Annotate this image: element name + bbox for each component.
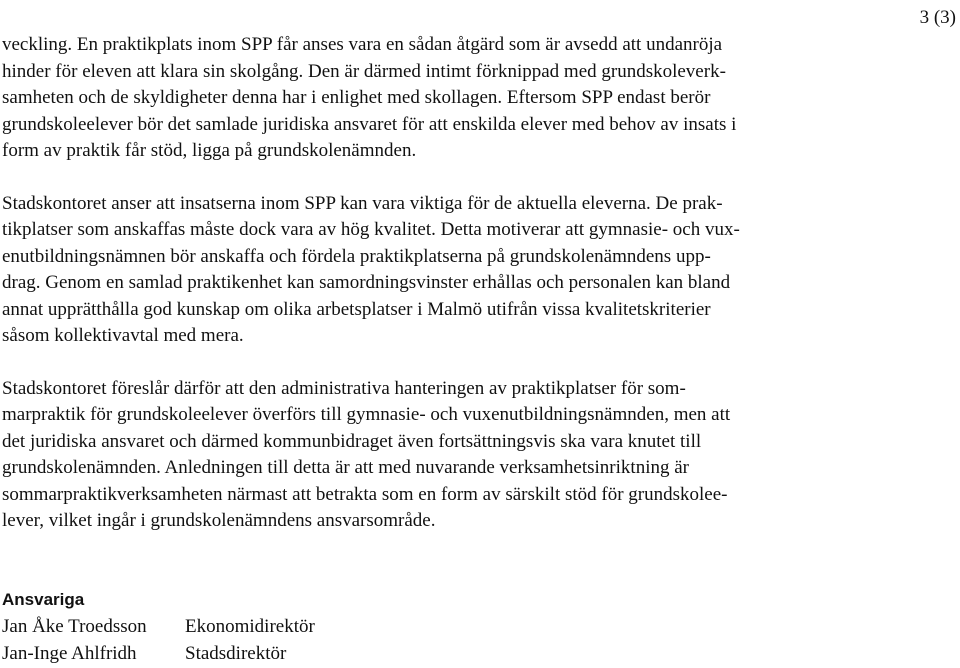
- text-line: tikplatser som anskaffas måste dock vara av hög kvalitet. Detta motiverar att gymnasie- och vux-: [2, 219, 740, 240]
- text-line: sommarpraktikverksamheten närmast att betrakta som en form av särskilt stöd för grundskolee-: [2, 483, 728, 505]
- signatory-name: Jan Åke Troedsson: [2, 615, 147, 637]
- page-number: 3 (3): [919, 7, 956, 28]
- text-line: marpraktik för grundskoleelever överförs till gymnasie- och vuxenutbildningsnämnden, men att: [2, 404, 731, 425]
- text-line: såsom kollektivavtal med mera.: [2, 325, 244, 346]
- text-line: Stadskontoret anser att insatserna inom SPP kan vara viktiga för de aktuella eleverna. De prak-: [2, 192, 723, 214]
- responsible-section: [2, 587, 882, 667]
- text-line: samheten och de skyldigheter denna har i enlighet med skollagen. Eftersom SPP endast berör: [2, 87, 711, 108]
- signatory-title: Ekonomidirektör: [185, 615, 315, 637]
- signatory-row: [2, 640, 882, 667]
- text-line: annat upprätthålla god kunskap om olika arbetsplatser i Malmö utifrån vissa kvalitetskriterier: [2, 298, 711, 320]
- responsible-heading: Ansvariga: [2, 589, 85, 609]
- signatory-row: [2, 613, 882, 640]
- paragraph-1: [2, 32, 882, 165]
- signatory-name: Jan-Inge Ahlfridh: [2, 642, 137, 664]
- text-line: lever, vilket ingår i grundskolenämndens ansvarsområde.: [2, 510, 436, 531]
- text-line: drag. Genom en samlad praktikenhet kan samordningsvinster erhållas och personalen kan bland: [2, 272, 731, 293]
- text-line: grundskoleelever bör det samlade juridiska ansvaret för att enskilda elever med behov av insats i: [2, 113, 737, 135]
- paragraph-spacer: [2, 350, 882, 376]
- text-line: veckling. En praktikplats inom SPP får anses vara en sådan åtgärd som är avsedd att undanröja: [2, 34, 723, 55]
- document-body: [2, 32, 882, 667]
- text-line: grundskolenämnden. Anledningen till detta är att med nuvarande verksamhetsinriktning är: [2, 457, 689, 478]
- text-line: Stadskontoret föreslår därför att den administrativa hanteringen av praktikplatser för som-: [2, 377, 686, 399]
- paragraph-3: [2, 376, 882, 535]
- paragraph-spacer: [2, 165, 882, 191]
- text-line: hinder för eleven att klara sin skolgång. Den är därmed intimt förknippad med grundskoleverk-: [2, 60, 726, 82]
- text-line: det juridiska ansvaret och därmed kommunbidraget även fortsättningsvis ska vara knutet till: [2, 430, 702, 452]
- paragraph-2: [2, 191, 882, 350]
- text-line: enutbildningsnämnen bör anskaffa och fördela praktikplatserna på grundskolenämndens upp-: [2, 245, 711, 267]
- signatory-title: Stadsdirektör: [185, 642, 287, 664]
- text-line: form av praktik får stöd, ligga på grundskolenämnden.: [2, 140, 417, 161]
- section-spacer: [2, 535, 882, 587]
